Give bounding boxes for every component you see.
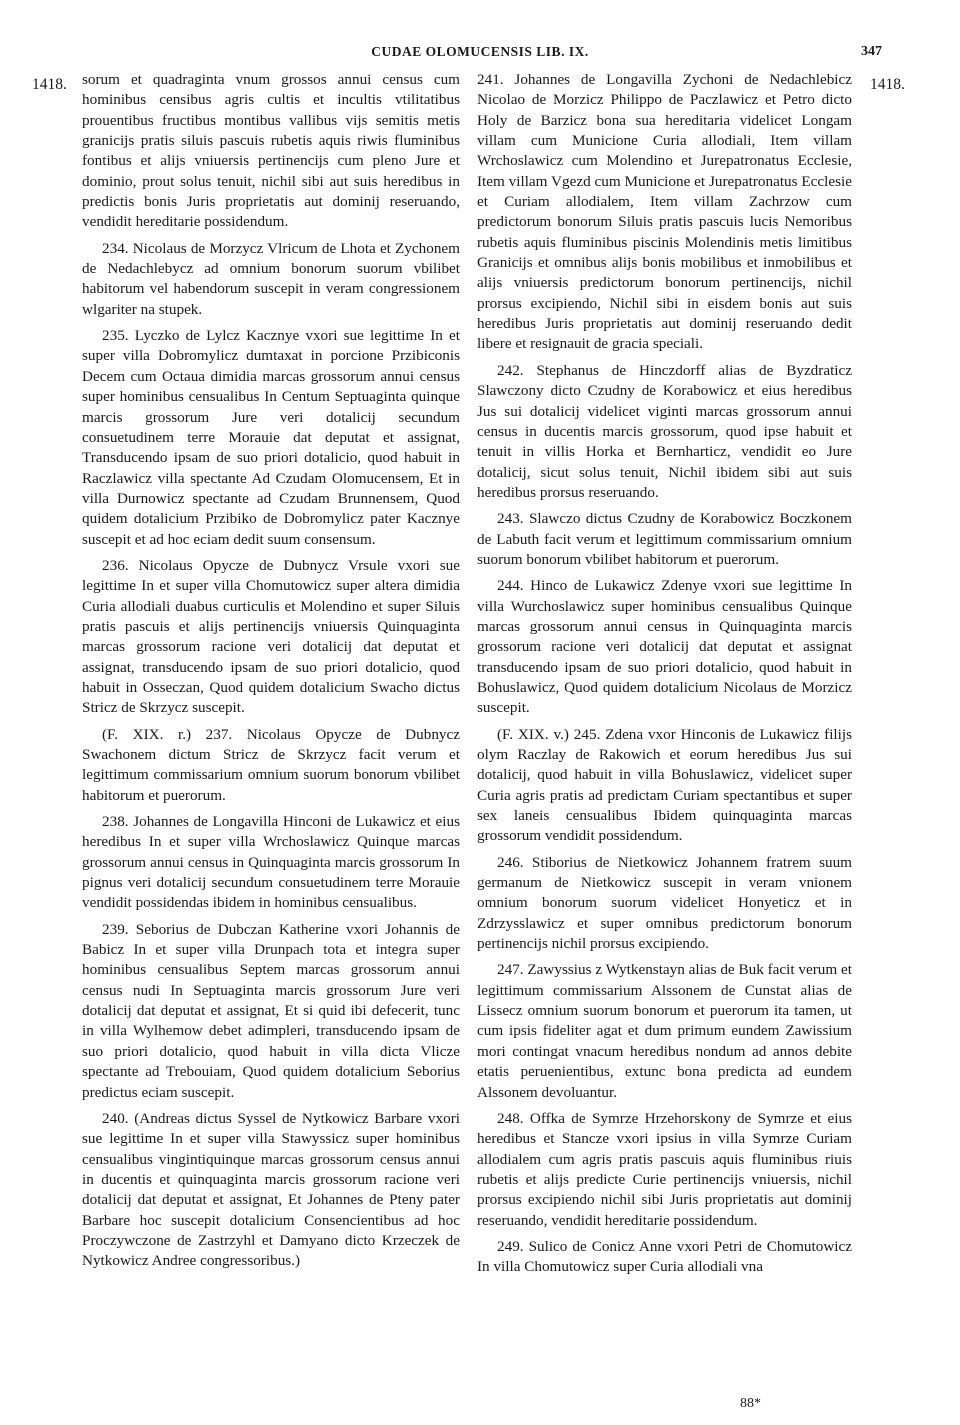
page-header (0, 38, 960, 66)
entry-243: 243. Slawczo dictus Czudny de Korabowicz Boczkonem de Labuth facit verum et legittimum commissarium omnium suorum bonorum vbilibet habitorum et puerorum. (477, 510, 852, 568)
entry-245: (F. XIX. v.) 245. Zdena vxor Hinconis de Lukawicz filijs olym Raczlay de Rakowich et eorum heredibus Jus sui dotalicij, quod habuit in villa Bohuslawicz, videlicet super Curia agris pratis ad predictam Curiam spectantibus et super sex laneis censualibus Ibidem quinquaginta marcas grossorum vendidit possidendum. (477, 725, 852, 845)
paragraph-continuation: sorum et quadraginta vnum grossos annui census cum hominibus censibus agris cultis et incultis vtilitatibus prouentibus fructibus montibus vallibus vijs semitis metis granicijs pratis siluis pascuis rubetis aquis riwis fluminibus fontibus et alijs vniuersis pertinencijs cum pleno Jure et dominio, prout solus tenuit, nichil sibi aut suis heredibus in predictis bonis Juris proprietatis aut dominij reseruando, vendidit hereditarie possidendum. (82, 71, 460, 231)
page-number: 347 (861, 44, 882, 59)
entry-240: 240. (Andreas dictus Syssel de Nytkowicz Barbare vxori sue legittime In et super villa Stawyssicz super hominibus censualibus vingintiquinque marcas grossorum census annui in ducentis et quinquaginta marcis grossorum racione veri dotalicij dat deputat et assignat, Et Johannes de Pteny pater Barbare hoc suscepit dotalicium Consencientibus ad hoc Proczywczone de Zastrzyhl et Damyano dicto Krzeczek de Nytkowicz Andree congressoribus.) (82, 1109, 460, 1270)
left-column (82, 70, 460, 1278)
entry-248: 248. Offka de Symrze Hrzehorskony de Symrze et eius heredibus et Stancze vxori ipsius in villa Symrze Curiam allodialem cum agris pratis pascuis aquis fluminibus riuis rubetis et alijs predicte Curie pertinencijs vniuersis, nichil prorsus excipiendo nichil sibi Juris proprietatis aut dominij reseruando, vendidit hereditarie possidendum. (477, 1109, 852, 1229)
entry-241: 241. Johannes de Longavilla Zychoni de Nedachlebicz Nicolao de Morzicz Philippo de Paczlawicz et Petro dicto Holy de Barzicz bona sua hereditaria videlicet Longam villam cum Municione Curia allodiali, Item villam Wrchoslawicz cum Molendino et Jurepatronatus Ecclesie, Item villam Vgezd cum Municione et Jurepatronatus Ecclesie et Curiam allodialem, Item villam Zachrzow cum predictorum bonorum Siluis pratis pascuis lucis Nemoribus rubetis aquis fluminibus piscinis Molendinis metis limitibus Granicijs et omnibus alijs bonis mobilibus et inmobilibus et alijs vniuersis predictorum bonorum pertinencijs, nichil prorsus excipiendo, Nichil sibi in eisdem bonis aut suis heredibus Juris proprietatis aut dominij reseruando dedit libere et resignauit de gracia speciali. (477, 71, 852, 353)
entry-249: 249. Sulico de Conicz Anne vxori Petri de Chomutowicz In villa Chomutowicz super Curia allodiali vna (477, 1237, 852, 1276)
right-column (477, 70, 852, 1284)
entry-239: 239. Seborius de Dubczan Katherine vxori Johannis de Babicz In et super villa Drunpach tota et integra super hominibus censualibus Septem marcas grossorum annui census nudi In Septuaginta marcis grossorum Jure veri dotalicij dat deputat et assignat, Et si quid ibi defecerit, tunc in villa Wylhemow debet adimpleri, transducendo ipsam de suo priori dotalicio, quod habuit in villa dicta Vlicze spectante ad Trebouiam, Quod quidem dotalicium Seborius predictus eciam suscepit. (82, 920, 460, 1101)
entry-244: 244. Hinco de Lukawicz Zdenye vxori sue legittime In villa Wurchoslawicz super hominibus censualibus Quinque marcas grossorum annui census in Quinquaginta marcis grossorum racione veri dotalicij dat deputat et assignat transducendo ipsam de suo priori dotalicio, quod habuit in Bohuslawicz, Quod quidem dotalicium Nicolaus de Morzicz suscepit. (477, 577, 852, 717)
running-title: CUDAE OLOMUCENSIS LIB. IX. (371, 44, 589, 59)
entry-235: 235. Lyczko de Lylcz Kacznye vxori sue legittime In et super villa Dobromylicz dumtaxat in porcione Przibiconis Decem cum Octaua dimidia marcas grossorum annui census super hominibus censualibus In Centum Septuaginta quinque marcis grossorum Jure veri dotalicij secundum consuetudinem terre Morauie dat deputat et assignat, Transducendo ipsam de suo priori dotalicio, quod habuit in Raczlawicz villa spectante Ad Czudam Olomucensem, Et in villa Durnowicz spectante ad Czudam Brunnensem, Quod quidem dotalicium Przibiko de Dobromylicz pater Kacznye suscepit et ad hoc eciam dedit suum consensum. (82, 327, 460, 548)
entry-237: (F. XIX. r.) 237. Nicolaus Opycze de Dubnycz Swachonem dictum Stricz de Skrzycz facit verum et legittimum commissarium omnium suorum bonorum vbilibet habitorum et puerorum. (82, 725, 460, 804)
entry-236: 236. Nicolaus Opycze de Dubnycz Vrsule vxori sue legittime In et super villa Chomutowicz super altera dimidia Curia allodiali duabus curticulis et Molendino et super Siluis pratis pascuis et alijs pertinencijs vniuersis Quinquaginta marcas grossorum racione veri dotalicij dat deputat et assignat, transducendo ipsam de suo priori dotalicio, quod habuit in Osseczan, Quod quidem dotalicium Swacho dictus Stricz de Skrzycz suscepit. (82, 556, 460, 717)
entry-242: 242. Stephanus de Hinczdorff alias de Byzdraticz Slawczony dicto Czudny de Korabowicz et eius heredibus Jus sui dotalicij videlicet viginti marcas grossorum annui census in ducentis marcis grossorum, quod ipse habuit et tenuit in villis Horka et Bernharticz, vendidit eo Jure dotalicij, sicut solus tenuit, Nichil ibidem sibi aut suis heredibus prorsus reseruando. (477, 361, 852, 501)
entry-234: 234. Nicolaus de Morzycz Vlricum de Lhota et Zychonem de Nedachlebycz ad omnium bonorum suorum vbilibet habitorum vel habendorum suscepit in veram congressionem wlgariter na stupek. (82, 239, 460, 318)
entry-247: 247. Zawyssius z Wytkenstayn alias de Buk facit verum et legittimum commissarium Alssonem de Cunstat alias de Lissecz omnium suorum bonorum et puerorum ita tamen, ut cum ipsis fideliter agat et dum primum eundem Zawissium mori contingat vnacum heredibus nondum ad annos debite etatis peruenientibus, extunc bona predicta ad eundem Alssonem devoluantur. (477, 961, 852, 1101)
entry-246: 246. Stiborius de Nietkowicz Johannem fratrem suum germanum de Nietkowicz suscepit in veram vnionem omnium bonorum suorum videlicet Honyeticz et in Zdrzysslawicz et super omnibus predictorum bonorum pertinencijs nichil prorsus excipiendo. (477, 853, 852, 953)
margin-year-left: 1418. (32, 76, 67, 93)
signature-mark: 88* (740, 1396, 761, 1411)
entry-238: 238. Johannes de Longavilla Hinconi de Lukawicz et eius heredibus In et super villa Wrchoslawicz Quinque marcas grossorum annui census in Quinquaginta marcis grossorum In pignus veri dotalicij secundum consuetudinem terre Morauie vendidit possidendas ibidem in hominibus censualibus. (82, 813, 460, 912)
margin-year-right: 1418. (870, 76, 905, 93)
